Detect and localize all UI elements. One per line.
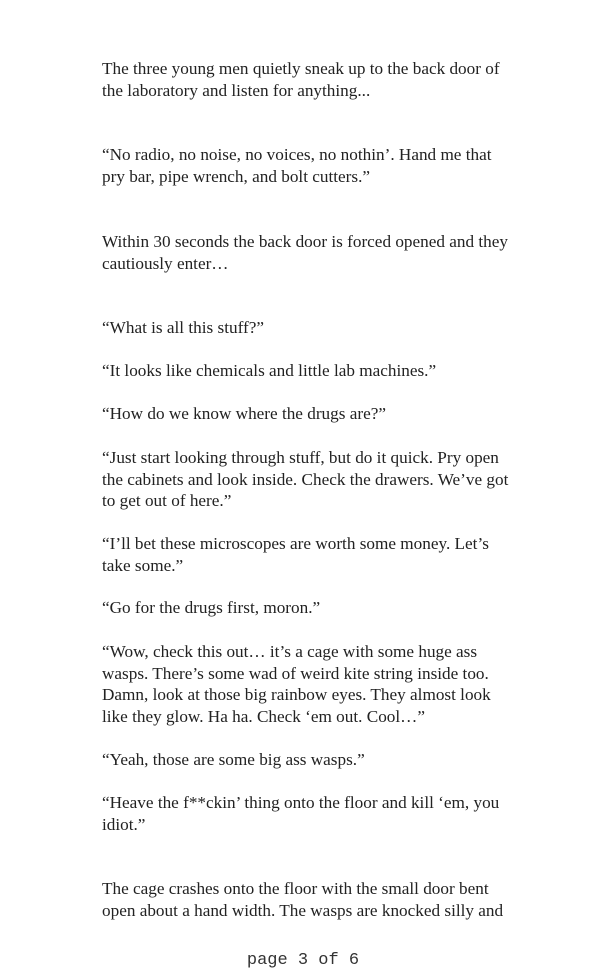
paragraph-what-is-this (102, 317, 548, 339)
paragraph-text: “What is all this stuff?” (102, 318, 264, 337)
paragraph-text: “Yeah, those are some big ass wasps.” (102, 750, 365, 769)
paragraph-wasp-cage (102, 641, 548, 727)
paragraph-text: “How do we know where the drugs are?” (102, 404, 386, 423)
paragraph-chemicals (102, 360, 548, 382)
paragraph-big-wasps (102, 749, 548, 771)
paragraph-sneak-up (102, 58, 548, 101)
paragraph-text: “Just start looking through stuff, but do it quick. Pry open the cabinets and look inside. Check the drawers. We’ve got to get out of here.” (102, 448, 509, 510)
page-number-footer: page 3 of 6 (246, 951, 360, 970)
paragraph-text: “Wow, check this out… it’s a cage with some huge ass wasps. There’s some wad of weird kite string inside too. Damn, look at those big rainbow eyes. They almost look like they glow. Ha ha. Check ‘em out. Cool…” (102, 642, 491, 726)
paragraph-cage-crashes (102, 878, 548, 921)
paragraph-text: Within 30 seconds the back door is forced opened and they cautiously enter… (102, 232, 508, 273)
paragraph-heave-cage (102, 792, 548, 835)
paragraph-text: “I’ll bet these microscopes are worth some money. Let’s take some.” (102, 534, 489, 575)
paragraph-drugs-first (102, 597, 548, 619)
paragraph-text: The three young men quietly sneak up to the back door of the laboratory and listen for anything... (102, 59, 500, 100)
paragraph-text: “Heave the f**ckin’ thing onto the floor and kill ‘em, you idiot.” (102, 793, 500, 834)
paragraph-where-drugs (102, 403, 548, 425)
paragraph-start-looking (102, 447, 548, 512)
paragraph-no-radio (102, 144, 548, 187)
paragraph-text: “It looks like chemicals and little lab machines.” (102, 361, 437, 380)
paragraph-text: The cage crashes onto the floor with the small door bent open about a hand width. The wasps are knocked silly and (102, 879, 504, 920)
paragraph-microscopes (102, 533, 548, 576)
paragraph-text: “Go for the drugs first, moron.” (102, 598, 321, 617)
paragraph-door-forced (102, 231, 548, 274)
paragraph-text: “No radio, no noise, no voices, no nothin’. Hand me that pry bar, pipe wrench, and bolt cutters.” (102, 145, 492, 186)
